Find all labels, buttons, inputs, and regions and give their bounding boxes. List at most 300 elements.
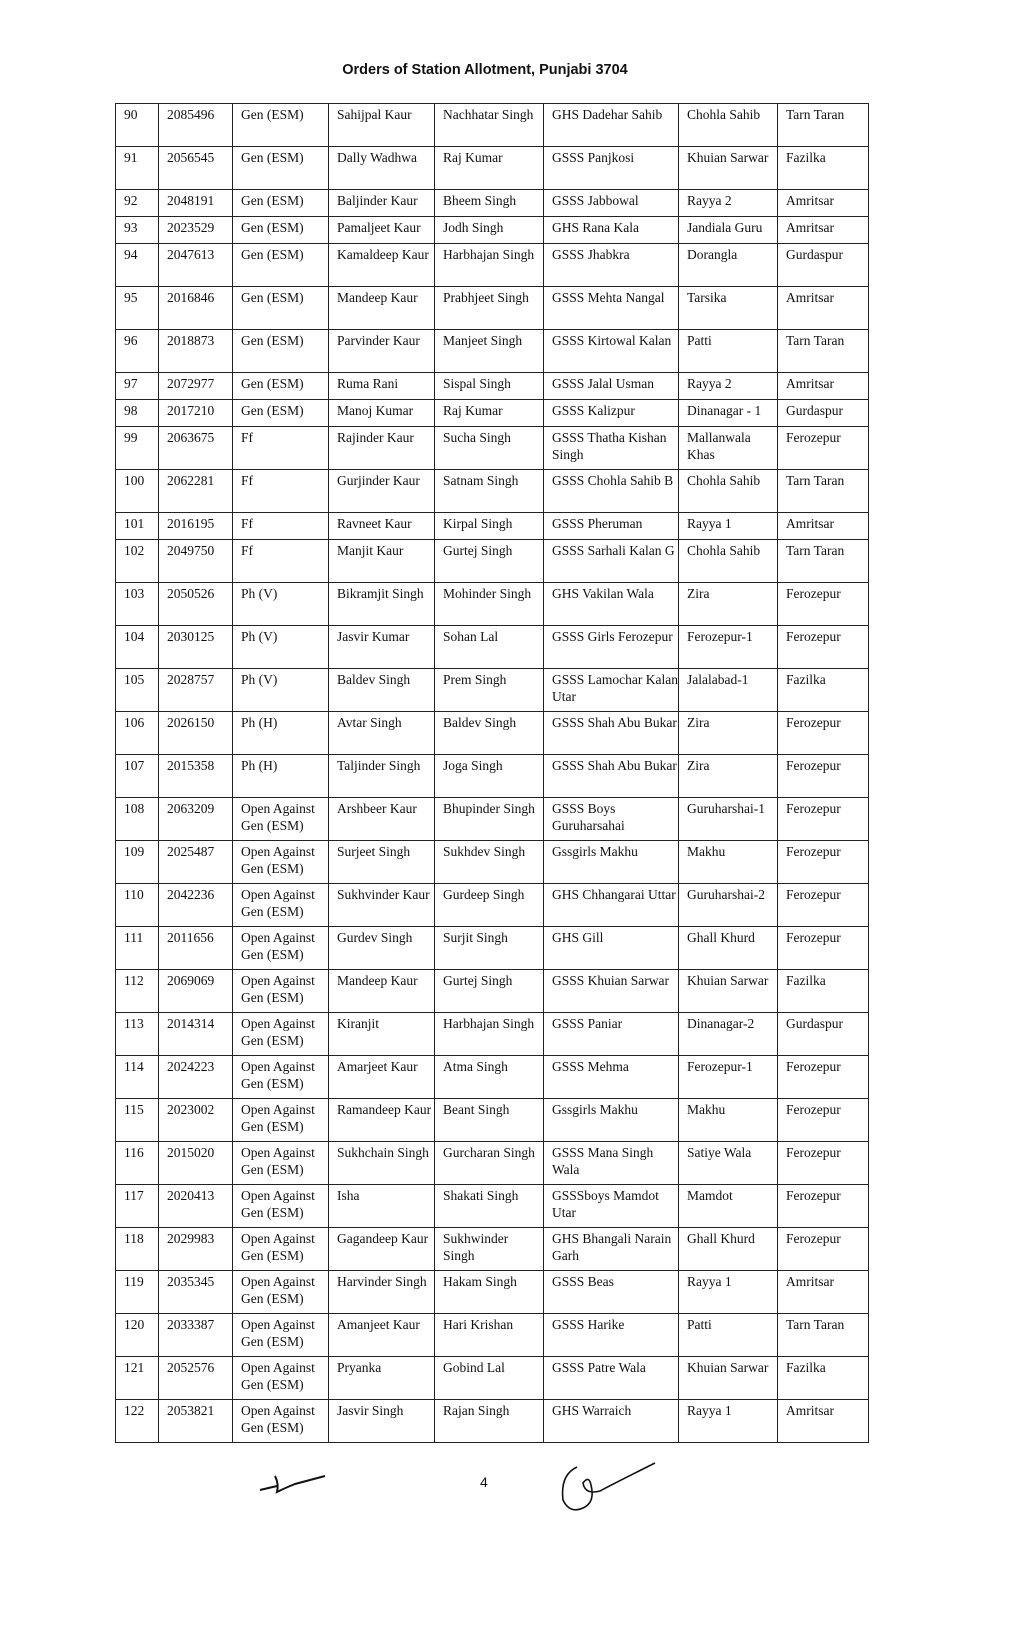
cell-block: Ghall Khurd (679, 1228, 778, 1271)
cell-allotted-school: GSSS Thatha Kishan Singh (544, 427, 679, 470)
table-row (116, 583, 869, 626)
cell-allotted-school: GSSS Girls Ferozepur (544, 626, 679, 669)
cell-roll-no: 2049750 (159, 540, 233, 583)
cell-serial-no: 117 (116, 1185, 159, 1228)
cell-allotted-school: GSSS Lamochar Kalan Utar (544, 669, 679, 712)
cell-serial-no: 97 (116, 373, 159, 400)
cell-roll-no: 2011656 (159, 927, 233, 970)
cell-candidate-name: Bikramjit Singh (329, 583, 435, 626)
cell-district: Gurdaspur (778, 1013, 869, 1056)
cell-district: Tarn Taran (778, 104, 869, 147)
table-row (116, 1228, 869, 1271)
cell-candidate-name: Parvinder Kaur (329, 330, 435, 373)
cell-block: Zira (679, 583, 778, 626)
cell-candidate-name: Mandeep Kaur (329, 970, 435, 1013)
cell-serial-no: 99 (116, 427, 159, 470)
cell-father-name: Sukhwinder Singh (435, 1228, 544, 1271)
cell-father-name: Bhupinder Singh (435, 798, 544, 841)
cell-father-name: Prabhjeet Singh (435, 287, 544, 330)
cell-block: Rayya 1 (679, 513, 778, 540)
table-row (116, 1056, 869, 1099)
cell-serial-no: 94 (116, 244, 159, 287)
table-row (116, 626, 869, 669)
cell-allotted-school: GSSS Jalal Usman (544, 373, 679, 400)
cell-category: Gen (ESM) (233, 147, 329, 190)
cell-roll-no: 2026150 (159, 712, 233, 755)
cell-allotted-school: GSSS Jabbowal (544, 190, 679, 217)
cell-block: Mamdot (679, 1185, 778, 1228)
table-row (116, 1400, 869, 1443)
cell-category: Ph (H) (233, 755, 329, 798)
cell-category: Ff (233, 513, 329, 540)
cell-serial-no: 110 (116, 884, 159, 927)
cell-serial-no: 112 (116, 970, 159, 1013)
cell-serial-no: 114 (116, 1056, 159, 1099)
cell-block: Khuian Sarwar (679, 147, 778, 190)
cell-category: Open Against Gen (ESM) (233, 1271, 329, 1314)
cell-candidate-name: Kiranjit (329, 1013, 435, 1056)
cell-district: Ferozepur (778, 427, 869, 470)
cell-candidate-name: Sukhvinder Kaur (329, 884, 435, 927)
cell-district: Fazilka (778, 970, 869, 1013)
cell-roll-no: 2014314 (159, 1013, 233, 1056)
cell-district: Ferozepur (778, 1228, 869, 1271)
cell-candidate-name: Ramandeep Kaur (329, 1099, 435, 1142)
cell-block: Zira (679, 712, 778, 755)
cell-candidate-name: Manoj Kumar (329, 400, 435, 427)
cell-serial-no: 107 (116, 755, 159, 798)
cell-block: Makhu (679, 841, 778, 884)
cell-candidate-name: Amarjeet Kaur (329, 1056, 435, 1099)
cell-district: Ferozepur (778, 1142, 869, 1185)
cell-district: Ferozepur (778, 1185, 869, 1228)
cell-block: Chohla Sahib (679, 104, 778, 147)
cell-candidate-name: Jasvir Kumar (329, 626, 435, 669)
cell-candidate-name: Baljinder Kaur (329, 190, 435, 217)
cell-roll-no: 2085496 (159, 104, 233, 147)
table-row (116, 841, 869, 884)
cell-block: Khuian Sarwar (679, 970, 778, 1013)
cell-serial-no: 92 (116, 190, 159, 217)
cell-district: Ferozepur (778, 798, 869, 841)
cell-block: Mallanwala Khas (679, 427, 778, 470)
cell-block: Chohla Sahib (679, 540, 778, 583)
cell-serial-no: 108 (116, 798, 159, 841)
cell-category: Ff (233, 470, 329, 513)
cell-father-name: Nachhatar Singh (435, 104, 544, 147)
cell-district: Ferozepur (778, 755, 869, 798)
cell-roll-no: 2033387 (159, 1314, 233, 1357)
cell-serial-no: 104 (116, 626, 159, 669)
document-title: Orders of Station Allotment, Punjabi 3704 (342, 62, 628, 78)
table-row (116, 1013, 869, 1056)
cell-district: Amritsar (778, 1271, 869, 1314)
cell-allotted-school: GHS Rana Kala (544, 217, 679, 244)
cell-block: Khuian Sarwar (679, 1357, 778, 1400)
cell-candidate-name: Amanjeet Kaur (329, 1314, 435, 1357)
cell-roll-no: 2023529 (159, 217, 233, 244)
cell-father-name: Gurtej Singh (435, 970, 544, 1013)
cell-block: Jalalabad-1 (679, 669, 778, 712)
cell-allotted-school: GSSS Chohla Sahib B (544, 470, 679, 513)
cell-category: Gen (ESM) (233, 400, 329, 427)
cell-allotted-school: Gssgirls Makhu (544, 841, 679, 884)
cell-candidate-name: Pryanka (329, 1357, 435, 1400)
table-row (116, 798, 869, 841)
cell-district: Ferozepur (778, 626, 869, 669)
cell-district: Amritsar (778, 513, 869, 540)
cell-serial-no: 91 (116, 147, 159, 190)
cell-roll-no: 2015358 (159, 755, 233, 798)
cell-serial-no: 122 (116, 1400, 159, 1443)
cell-roll-no: 2050526 (159, 583, 233, 626)
table-row (116, 712, 869, 755)
cell-allotted-school: GSSS Mehma (544, 1056, 679, 1099)
cell-category: Open Against Gen (ESM) (233, 1185, 329, 1228)
table-row (116, 400, 869, 427)
cell-roll-no: 2072977 (159, 373, 233, 400)
cell-district: Fazilka (778, 669, 869, 712)
cell-block: Dinanagar - 1 (679, 400, 778, 427)
cell-category: Ff (233, 427, 329, 470)
cell-block: Ghall Khurd (679, 927, 778, 970)
cell-roll-no: 2056545 (159, 147, 233, 190)
table-row (116, 1185, 869, 1228)
cell-category: Open Against Gen (ESM) (233, 1142, 329, 1185)
table-row (116, 330, 869, 373)
cell-block: Rayya 2 (679, 373, 778, 400)
cell-father-name: Hakam Singh (435, 1271, 544, 1314)
table-row (116, 217, 869, 244)
cell-father-name: Surjit Singh (435, 927, 544, 970)
cell-roll-no: 2018873 (159, 330, 233, 373)
cell-district: Ferozepur (778, 1056, 869, 1099)
cell-roll-no: 2029983 (159, 1228, 233, 1271)
cell-candidate-name: Ravneet Kaur (329, 513, 435, 540)
cell-district: Gurdaspur (778, 400, 869, 427)
cell-allotted-school: GSSS Mana Singh Wala (544, 1142, 679, 1185)
cell-district: Amritsar (778, 1400, 869, 1443)
cell-roll-no: 2063675 (159, 427, 233, 470)
cell-father-name: Jodh Singh (435, 217, 544, 244)
cell-district: Ferozepur (778, 884, 869, 927)
cell-roll-no: 2025487 (159, 841, 233, 884)
cell-district: Amritsar (778, 287, 869, 330)
cell-roll-no: 2035345 (159, 1271, 233, 1314)
cell-allotted-school: GSSS Patre Wala (544, 1357, 679, 1400)
cell-serial-no: 103 (116, 583, 159, 626)
table-row (116, 1271, 869, 1314)
cell-category: Gen (ESM) (233, 190, 329, 217)
cell-roll-no: 2016846 (159, 287, 233, 330)
table-row (116, 755, 869, 798)
cell-father-name: Raj Kumar (435, 147, 544, 190)
cell-roll-no: 2053821 (159, 1400, 233, 1443)
cell-father-name: Gurdeep Singh (435, 884, 544, 927)
cell-roll-no: 2047613 (159, 244, 233, 287)
cell-block: Jandiala Guru (679, 217, 778, 244)
cell-father-name: Harbhajan Singh (435, 244, 544, 287)
cell-district: Fazilka (778, 1357, 869, 1400)
cell-category: Open Against Gen (ESM) (233, 884, 329, 927)
cell-roll-no: 2024223 (159, 1056, 233, 1099)
cell-allotted-school: GSSS Kirtowal Kalan (544, 330, 679, 373)
table-row (116, 1314, 869, 1357)
cell-serial-no: 119 (116, 1271, 159, 1314)
table-row (116, 970, 869, 1013)
cell-allotted-school: GSSS Pheruman (544, 513, 679, 540)
cell-father-name: Gurcharan Singh (435, 1142, 544, 1185)
cell-serial-no: 109 (116, 841, 159, 884)
cell-father-name: Hari Krishan (435, 1314, 544, 1357)
cell-block: Rayya 1 (679, 1400, 778, 1443)
cell-block: Patti (679, 330, 778, 373)
cell-candidate-name: Isha (329, 1185, 435, 1228)
cell-candidate-name: Taljinder Singh (329, 755, 435, 798)
cell-allotted-school: GSSS Sarhali Kalan G (544, 540, 679, 583)
cell-candidate-name: Pamaljeet Kaur (329, 217, 435, 244)
table-row (116, 1142, 869, 1185)
cell-district: Gurdaspur (778, 244, 869, 287)
cell-serial-no: 90 (116, 104, 159, 147)
cell-candidate-name: Gurjinder Kaur (329, 470, 435, 513)
table-row (116, 147, 869, 190)
cell-serial-no: 116 (116, 1142, 159, 1185)
table-row (116, 190, 869, 217)
station-allotment-table (115, 103, 869, 1443)
table-row (116, 1357, 869, 1400)
cell-father-name: Atma Singh (435, 1056, 544, 1099)
cell-category: Open Against Gen (ESM) (233, 1013, 329, 1056)
cell-serial-no: 102 (116, 540, 159, 583)
cell-district: Tarn Taran (778, 540, 869, 583)
cell-candidate-name: Dally Wadhwa (329, 147, 435, 190)
cell-candidate-name: Avtar Singh (329, 712, 435, 755)
cell-roll-no: 2030125 (159, 626, 233, 669)
cell-serial-no: 111 (116, 927, 159, 970)
cell-father-name: Sucha Singh (435, 427, 544, 470)
cell-roll-no: 2028757 (159, 669, 233, 712)
cell-father-name: Mohinder Singh (435, 583, 544, 626)
cell-category: Open Against Gen (ESM) (233, 970, 329, 1013)
cell-candidate-name: Mandeep Kaur (329, 287, 435, 330)
cell-block: Guruharshai-1 (679, 798, 778, 841)
cell-serial-no: 113 (116, 1013, 159, 1056)
table-row (116, 244, 869, 287)
cell-district: Tarn Taran (778, 330, 869, 373)
cell-serial-no: 101 (116, 513, 159, 540)
cell-serial-no: 120 (116, 1314, 159, 1357)
cell-block: Makhu (679, 1099, 778, 1142)
cell-candidate-name: Jasvir Singh (329, 1400, 435, 1443)
cell-father-name: Beant Singh (435, 1099, 544, 1142)
signature-right (555, 1455, 665, 1520)
table-row (116, 669, 869, 712)
cell-candidate-name: Baldev Singh (329, 669, 435, 712)
cell-serial-no: 95 (116, 287, 159, 330)
cell-block: Dorangla (679, 244, 778, 287)
cell-category: Gen (ESM) (233, 330, 329, 373)
cell-roll-no: 2069069 (159, 970, 233, 1013)
table-row (116, 513, 869, 540)
cell-father-name: Satnam Singh (435, 470, 544, 513)
cell-father-name: Gurtej Singh (435, 540, 544, 583)
cell-allotted-school: GSSS Harike (544, 1314, 679, 1357)
cell-category: Gen (ESM) (233, 373, 329, 400)
cell-allotted-school: GSSS Mehta Nangal (544, 287, 679, 330)
cell-serial-no: 98 (116, 400, 159, 427)
cell-serial-no: 100 (116, 470, 159, 513)
cell-allotted-school: GSSS Kalizpur (544, 400, 679, 427)
cell-allotted-school: GSSS Khuian Sarwar (544, 970, 679, 1013)
cell-allotted-school: GHS Gill (544, 927, 679, 970)
cell-block: Chohla Sahib (679, 470, 778, 513)
table-row (116, 470, 869, 513)
cell-allotted-school: GSSS Boys Guruharsahai (544, 798, 679, 841)
cell-allotted-school: GSSS Jhabkra (544, 244, 679, 287)
cell-category: Gen (ESM) (233, 287, 329, 330)
cell-candidate-name: Rajinder Kaur (329, 427, 435, 470)
cell-district: Amritsar (778, 217, 869, 244)
cell-block: Rayya 1 (679, 1271, 778, 1314)
cell-serial-no: 93 (116, 217, 159, 244)
cell-block: Dinanagar-2 (679, 1013, 778, 1056)
cell-candidate-name: Surjeet Singh (329, 841, 435, 884)
cell-category: Gen (ESM) (233, 244, 329, 287)
cell-district: Tarn Taran (778, 470, 869, 513)
cell-category: Ph (V) (233, 583, 329, 626)
cell-candidate-name: Gagandeep Kaur (329, 1228, 435, 1271)
cell-father-name: Kirpal Singh (435, 513, 544, 540)
cell-category: Gen (ESM) (233, 217, 329, 244)
cell-category: Open Against Gen (ESM) (233, 1056, 329, 1099)
cell-district: Amritsar (778, 190, 869, 217)
cell-candidate-name: Manjit Kaur (329, 540, 435, 583)
cell-category: Open Against Gen (ESM) (233, 1400, 329, 1443)
cell-candidate-name: Ruma Rani (329, 373, 435, 400)
cell-father-name: Joga Singh (435, 755, 544, 798)
table-row (116, 373, 869, 400)
cell-block: Satiye Wala (679, 1142, 778, 1185)
cell-father-name: Rajan Singh (435, 1400, 544, 1443)
cell-allotted-school: GHS Chhangarai Uttar (544, 884, 679, 927)
cell-district: Fazilka (778, 147, 869, 190)
cell-father-name: Raj Kumar (435, 400, 544, 427)
table-row (116, 1099, 869, 1142)
cell-category: Open Against Gen (ESM) (233, 1314, 329, 1357)
cell-roll-no: 2020413 (159, 1185, 233, 1228)
cell-serial-no: 118 (116, 1228, 159, 1271)
cell-category: Open Against Gen (ESM) (233, 1228, 329, 1271)
cell-category: Open Against Gen (ESM) (233, 1357, 329, 1400)
cell-district: Ferozepur (778, 583, 869, 626)
table-row (116, 540, 869, 583)
cell-allotted-school: GSSS Panjkosi (544, 147, 679, 190)
cell-block: Rayya 2 (679, 190, 778, 217)
cell-allotted-school: GHS Bhangali Narain Garh (544, 1228, 679, 1271)
cell-category: Gen (ESM) (233, 104, 329, 147)
cell-father-name: Prem Singh (435, 669, 544, 712)
table-row (116, 104, 869, 147)
cell-father-name: Gobind Lal (435, 1357, 544, 1400)
cell-category: Ph (V) (233, 669, 329, 712)
table-row (116, 927, 869, 970)
cell-roll-no: 2062281 (159, 470, 233, 513)
cell-roll-no: 2052576 (159, 1357, 233, 1400)
cell-district: Ferozepur (778, 841, 869, 884)
table-row (116, 427, 869, 470)
cell-allotted-school: GSSS Paniar (544, 1013, 679, 1056)
cell-block: Tarsika (679, 287, 778, 330)
cell-allotted-school: GSSS Beas (544, 1271, 679, 1314)
cell-category: Open Against Gen (ESM) (233, 1099, 329, 1142)
cell-category: Open Against Gen (ESM) (233, 927, 329, 970)
cell-candidate-name: Arshbeer Kaur (329, 798, 435, 841)
cell-roll-no: 2048191 (159, 190, 233, 217)
cell-candidate-name: Sukhchain Singh (329, 1142, 435, 1185)
cell-allotted-school: GHS Dadehar Sahib (544, 104, 679, 147)
cell-block: Guruharshai-2 (679, 884, 778, 927)
cell-roll-no: 2063209 (159, 798, 233, 841)
cell-allotted-school: GSSS Shah Abu Bukar (544, 712, 679, 755)
cell-allotted-school: GSSS Shah Abu Bukar (544, 755, 679, 798)
cell-roll-no: 2016195 (159, 513, 233, 540)
cell-block: Ferozepur-1 (679, 626, 778, 669)
cell-block: Zira (679, 755, 778, 798)
cell-serial-no: 96 (116, 330, 159, 373)
cell-category: Open Against Gen (ESM) (233, 798, 329, 841)
cell-category: Ph (V) (233, 626, 329, 669)
cell-father-name: Baldev Singh (435, 712, 544, 755)
cell-father-name: Harbhajan Singh (435, 1013, 544, 1056)
table-row (116, 287, 869, 330)
cell-father-name: Sispal Singh (435, 373, 544, 400)
cell-allotted-school: GHS Warraich (544, 1400, 679, 1443)
cell-candidate-name: Harvinder Singh (329, 1271, 435, 1314)
cell-district: Amritsar (778, 373, 869, 400)
cell-father-name: Bheem Singh (435, 190, 544, 217)
cell-district: Ferozepur (778, 927, 869, 970)
table-row (116, 884, 869, 927)
cell-roll-no: 2042236 (159, 884, 233, 927)
cell-allotted-school: Gssgirls Makhu (544, 1099, 679, 1142)
cell-roll-no: 2023002 (159, 1099, 233, 1142)
cell-candidate-name: Kamaldeep Kaur (329, 244, 435, 287)
cell-allotted-school: GHS Vakilan Wala (544, 583, 679, 626)
cell-father-name: Manjeet Singh (435, 330, 544, 373)
cell-candidate-name: Gurdev Singh (329, 927, 435, 970)
cell-district: Tarn Taran (778, 1314, 869, 1357)
cell-serial-no: 121 (116, 1357, 159, 1400)
cell-district: Ferozepur (778, 712, 869, 755)
cell-roll-no: 2017210 (159, 400, 233, 427)
cell-father-name: Sohan Lal (435, 626, 544, 669)
cell-serial-no: 115 (116, 1099, 159, 1142)
page-number: 4 (480, 1474, 488, 1490)
cell-roll-no: 2015020 (159, 1142, 233, 1185)
cell-father-name: Sukhdev Singh (435, 841, 544, 884)
cell-block: Ferozepur-1 (679, 1056, 778, 1099)
cell-category: Open Against Gen (ESM) (233, 841, 329, 884)
cell-category: Ph (H) (233, 712, 329, 755)
signature-left (255, 1468, 335, 1498)
cell-allotted-school: GSSSboys Mamdot Utar (544, 1185, 679, 1228)
cell-district: Ferozepur (778, 1099, 869, 1142)
cell-father-name: Shakati Singh (435, 1185, 544, 1228)
cell-category: Ff (233, 540, 329, 583)
cell-block: Patti (679, 1314, 778, 1357)
cell-candidate-name: Sahijpal Kaur (329, 104, 435, 147)
